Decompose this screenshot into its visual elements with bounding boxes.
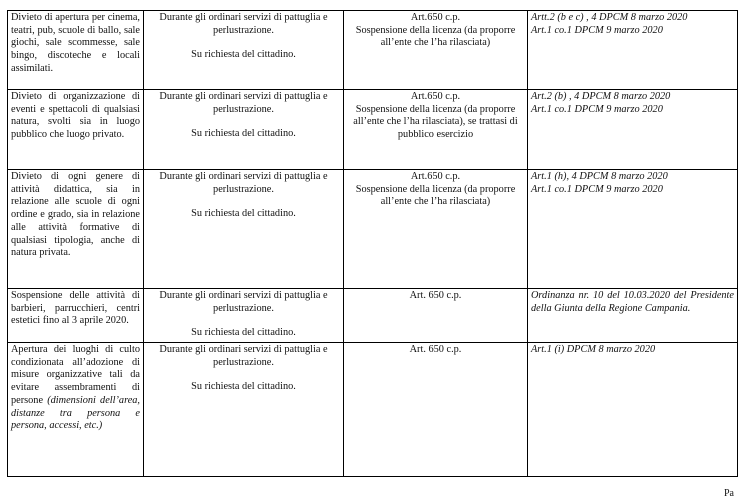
sanction-article: Art.650 c.p. bbox=[410, 91, 461, 102]
table-row bbox=[8, 90, 738, 170]
sanction-cell bbox=[344, 343, 528, 477]
control-cell bbox=[144, 343, 344, 477]
activity-cell bbox=[8, 343, 144, 477]
control-request: Su richiesta del cittadino. bbox=[191, 381, 296, 393]
control-request: Su richiesta del cittadino. bbox=[191, 128, 296, 140]
table-row bbox=[8, 343, 738, 477]
reference-cell bbox=[528, 170, 738, 289]
sanction-cell bbox=[344, 90, 528, 170]
sanction-license: Sospensione della licenza (da proporre all’ente che l’ha rilasciata) bbox=[355, 183, 516, 208]
control-request: Su richiesta del cittadino. bbox=[191, 49, 296, 61]
sanction-cell bbox=[344, 170, 528, 289]
control-cell bbox=[144, 170, 344, 289]
reference-cell bbox=[528, 289, 738, 343]
reference-cell bbox=[528, 343, 738, 477]
control-cell bbox=[144, 90, 344, 170]
reference-line: Art.1 co.1 DPCM 9 marzo 2020 bbox=[531, 24, 663, 36]
sanction-article: Art. 650 c.p. bbox=[409, 290, 462, 301]
activity-text: Divieto di organizzazione di eventi e spettacoli di qualsiasi natura, svolti sia in luogo pubblico che luogo privato. bbox=[11, 91, 140, 141]
control-cell bbox=[144, 11, 344, 90]
page-number-fragment: Pa bbox=[724, 488, 734, 499]
reference-line: Art.1 co.1 DPCM 9 marzo 2020 bbox=[531, 103, 663, 115]
table-row bbox=[8, 170, 738, 289]
control-patrol: Durante gli ordinari servizi di pattuglia e perlustrazione. bbox=[159, 344, 328, 368]
sanction-article: Art.650 c.p. bbox=[410, 171, 461, 182]
control-patrol: Durante gli ordinari servizi di pattuglia e perlustrazione. bbox=[159, 290, 328, 314]
activity-note: (dimensioni dell’area, distanze tra persona e persona, accessi, etc.) bbox=[11, 394, 140, 432]
control-patrol: Durante gli ordinari servizi di pattuglia e perlustrazione. bbox=[159, 171, 328, 195]
activity-cell bbox=[8, 11, 144, 90]
measures-table bbox=[7, 10, 738, 477]
reference-line: Art.1 (i) DPCM 8 marzo 2020 bbox=[531, 344, 656, 355]
sanction-cell bbox=[344, 11, 528, 90]
reference-line: Art.2 (b) , 4 DPCM 8 marzo 2020 bbox=[531, 91, 671, 102]
table-row bbox=[8, 11, 738, 90]
reference-cell bbox=[528, 90, 738, 170]
sanction-license: Sospensione della licenza (da proporre all’ente che l’ha rilasciata) bbox=[355, 24, 516, 49]
activity-cell bbox=[8, 289, 144, 343]
activity-text: Divieto di ogni genere di attività didattica, sia in relazione alle scuole di ogni ordine e grado, sia in relazione alle attività formative di qualsiasi tipologia, anche di natura privata. bbox=[11, 171, 140, 259]
reference-line: Ordinanza nr. 10 del 10.03.2020 del Presidente della Giunta della Regione Campania. bbox=[531, 290, 734, 314]
control-request: Su richiesta del cittadino. bbox=[191, 327, 296, 339]
sanction-article: Art.650 c.p. bbox=[410, 12, 461, 23]
activity-cell bbox=[8, 90, 144, 170]
activity-cell bbox=[8, 170, 144, 289]
reference-line: Art.1 co.1 DPCM 9 marzo 2020 bbox=[531, 183, 663, 195]
reference-line: Artt.2 (b e c) , 4 DPCM 8 marzo 2020 bbox=[531, 12, 688, 23]
activity-text: Apertura dei luoghi di culto condizionata all’adozione di misure organizzative tali da evitare assembramenti di persone bbox=[11, 344, 140, 406]
sanction-cell bbox=[344, 289, 528, 343]
control-request: Su richiesta del cittadino. bbox=[191, 208, 296, 220]
control-patrol: Durante gli ordinari servizi di pattuglia e perlustrazione. bbox=[159, 12, 328, 36]
sanction-article: Art. 650 c.p. bbox=[409, 344, 462, 355]
activity-text: Divieto di apertura per cinema, teatri, pub, scuole di ballo, sale giochi, sale scommesse, sale bingo, discoteche e locali assimilati. bbox=[11, 12, 140, 74]
table-row bbox=[8, 289, 738, 343]
reference-line: Art.1 (h), 4 DPCM 8 marzo 2020 bbox=[531, 171, 668, 182]
control-cell bbox=[144, 289, 344, 343]
activity-text: Sospensione delle attività di barbieri, parrucchieri, centri estetici fino al 3 aprile 2020. bbox=[11, 290, 140, 327]
reference-cell bbox=[528, 11, 738, 90]
sanction-license: Sospensione della licenza (da proporre all’ente che l’ha rilasciata), se trattasi di pubblico esercizio bbox=[353, 103, 518, 141]
control-patrol: Durante gli ordinari servizi di pattuglia e perlustrazione. bbox=[159, 91, 328, 115]
